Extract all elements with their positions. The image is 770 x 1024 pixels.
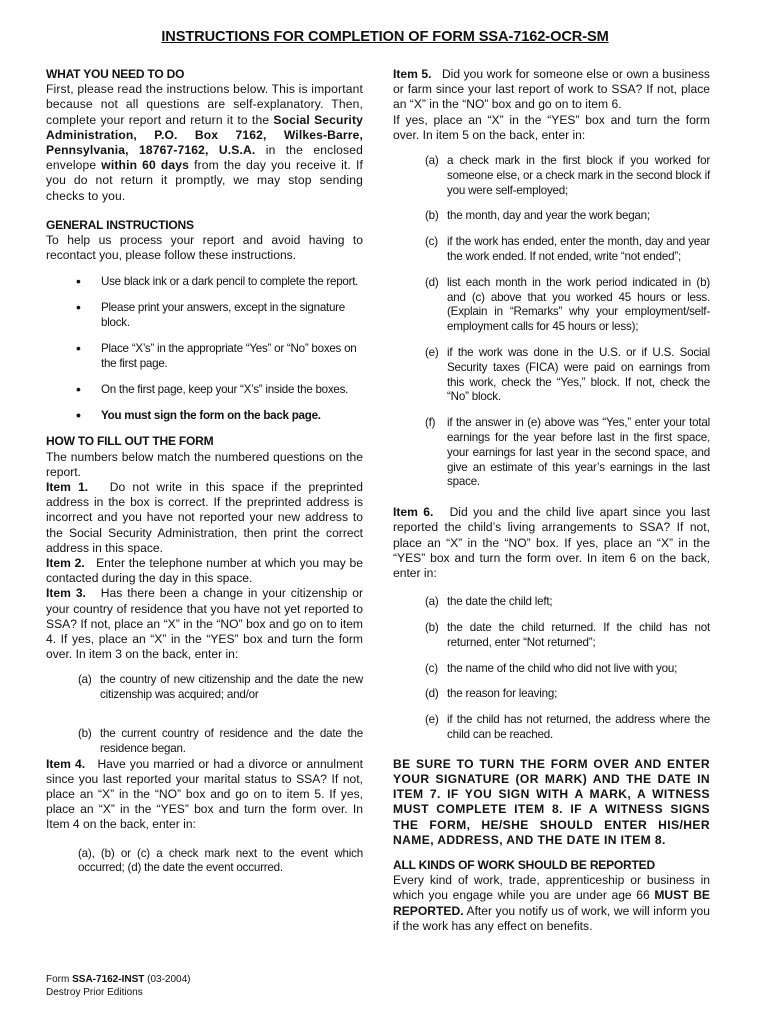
item-5-sub-d <box>393 276 710 335</box>
item-2-label: Item 2. <box>46 556 85 571</box>
intro-text-3: from the day you receive it. If you do not return it promptly, we may stop sending checks to you. <box>46 158 363 203</box>
intro-text-1: First, please read the instructions below. This is important because not all questions are self-explanatory. Then, complete your report and return it to the <box>46 82 363 127</box>
item-4-label: Item 4. <box>46 756 86 771</box>
sub-text: if the answer in (e) above was “Yes,” enter your total earnings for the year before last in the first space, your earnings for last year in the second space, and give an estimate of this year’s earnings in the last space. <box>447 416 710 489</box>
sub-text: list each month in the work period indicated in (b) and (c) above that you worked 45 hours or less. (Explain in “Remarks” why your employment/self-employment calls for 45 hours or less); <box>447 275 710 334</box>
item-1 <box>46 480 363 556</box>
item-5-sub-e <box>393 346 710 405</box>
all-kinds-heading: ALL KINDS OF WORK SHOULD BE REPORTED <box>393 857 655 872</box>
sub-text: if the child has not returned, the address where the child can be reached. <box>447 713 710 741</box>
form-date: (03-2004) <box>144 974 191 985</box>
item-3-label: Item 3. <box>46 586 86 601</box>
sub-text: the reason for leaving; <box>447 687 558 701</box>
item-4-text: Have you married or had a divorce or annulment since you last reported your marital status to SSA? If not, place an “X” in the “NO” box and go on to item 5. If yes, place an “X” in the “YES” box and turn the form over. In Item 4 on the back, enter in: <box>46 756 363 832</box>
bullet-item: • On the first page, keep your “X’s” inside the boxes. <box>46 382 363 397</box>
item-3-sub-b <box>46 727 363 757</box>
intro-address: Social Security Administration, P.O. Box 7162, Wilkes-Barre, Pennsylvania, 18767-7162, U.S.A. <box>46 112 363 158</box>
bullet-item: • Please print your answers, except in the signature block. <box>46 300 363 330</box>
form-id: SSA-7162-INST <box>72 974 145 985</box>
sub-text: (a), (b) or (c) a check mark next to the event which occurred; (d) the date the event occurred. <box>78 846 363 875</box>
item-2-text: Enter the telephone number at which you may be contacted during the day in this space. <box>46 556 363 586</box>
item-5 <box>393 67 710 113</box>
sub-text: the date the child left; <box>447 595 553 609</box>
sub-label: (b) <box>425 620 439 634</box>
item-6-label: Item 6. <box>393 505 434 520</box>
sub-label: (b) <box>425 209 439 223</box>
general-text: To help us process your report and avoid having to recontact you, please follow these instructions. <box>46 233 363 263</box>
sub-text: the current country of residence and the date the residence began. <box>100 727 363 755</box>
item-6-sub-c <box>393 662 710 677</box>
sub-text: the name of the child who did not live with you; <box>447 661 678 675</box>
instruction-bullets <box>46 274 363 423</box>
sub-label: (d) <box>425 275 439 289</box>
item-5-sub-b <box>393 209 710 224</box>
item-5-yes: If yes, place an “X” in the “YES” box and turn the form over. In item 5 on the back, enter in: <box>393 112 710 142</box>
item-5-label: Item 5. <box>393 67 432 81</box>
form-id-line <box>46 974 191 987</box>
item-5-sub-c <box>393 235 710 265</box>
turn-form-over-notice: BE SURE TO TURN THE FORM OVER AND ENTER YOUR SIGNATURE (OR MARK) AND THE DATE IN ITEM 7. IF YOU SIGN WITH A MARK, A WITNESS MUST COMPLETE ITEM 8. IF A WITNESS SIGNS THE FORM, HE/SHE SHOULD ENTER HIS/HER NAME, ADDRESS, AND THE DATE IN ITEM 8. <box>393 756 710 847</box>
right-column <box>393 67 710 934</box>
all-kinds-bold: MUST BE REPORTED. <box>393 888 710 918</box>
sub-label: (c) <box>425 235 438 249</box>
page-title: INSTRUCTIONS FOR COMPLETION OF FORM SSA-7162-OCR-SM <box>161 29 609 45</box>
item-5-sub-f <box>393 416 710 490</box>
what-you-need-heading: WHAT YOU NEED TO DO <box>46 67 185 81</box>
item-6-sub-b <box>393 621 710 651</box>
sub-label: (b) <box>78 727 92 741</box>
general-instructions-heading: GENERAL INSTRUCTIONS <box>46 217 194 232</box>
item-5-sub-a <box>393 154 710 198</box>
all-kinds-text-1: Every kind of work, trade, apprenticeship or business in which you engage while you are under age 66 <box>393 873 710 903</box>
item-4-sub <box>46 847 363 877</box>
sub-text: if the work was done in the U.S. or if U.S. Social Security taxes (FICA) were paid on earnings from this work, check the “Yes,” block. If not, check the “No” block. <box>447 345 710 404</box>
sub-text: the month, day and year the work began; <box>447 209 650 223</box>
form-prefix: Form <box>46 974 73 985</box>
item-1-text: Do not write in this space if the preprinted address in the box is correct. If the preprinted address is incorrect and you have not reported your new address to the Social Security Administration, then print the correct address in this space. <box>46 480 363 555</box>
item-1-label: Item 1. <box>46 480 89 495</box>
how-to-fill-heading: HOW TO FILL OUT THE FORM <box>46 434 214 449</box>
item-4 <box>46 757 363 833</box>
sub-label: (a) <box>425 154 439 168</box>
item-6-sub-d <box>393 687 710 702</box>
bullet-item: • Place “X’s” in the appropriate “Yes” or “No” boxes on the first page. <box>46 341 363 371</box>
intro-text-2: in the enclosed envelope <box>46 143 363 173</box>
bullet-item-sign: • You must sign the form on the back page. <box>46 408 363 423</box>
sub-text: the country of new citizenship and the date the new citizenship was acquired; and/or <box>100 673 363 702</box>
sub-label: (c) <box>425 661 438 675</box>
item-3 <box>46 586 363 662</box>
item-6-sub-a <box>393 595 710 610</box>
item-3-sub-a <box>46 673 363 703</box>
sub-label: (a) <box>425 595 439 609</box>
item-6-sub-e <box>393 713 710 743</box>
intro-paragraph <box>46 82 363 204</box>
sub-label: (e) <box>425 345 439 359</box>
sub-label: (a) <box>78 673 92 687</box>
form-footer <box>46 974 191 999</box>
all-kinds-text-2: After you notify us of work, we will inform you if the work has any effect on benefits. <box>393 903 710 933</box>
sub-label: (f) <box>425 416 436 430</box>
item-3-text: Has there been a change in your citizenship or your country of residence that you have not yet reported to SSA? If not, place an “X” in the “NO” box and go on to item 4. If yes, place an “X” in the “YES” box and turn the form over. In item 3 on the back, enter in: <box>46 586 363 662</box>
item-6 <box>393 505 710 581</box>
sub-text: if the work has ended, enter the month, day and year the work ended. If not ended, write “not ended”; <box>447 235 710 263</box>
how-text: The numbers below match the numbered questions on the report. <box>46 449 363 479</box>
sub-label: (d) <box>425 687 439 701</box>
intro-deadline: within 60 days <box>101 158 190 173</box>
item-2 <box>46 556 363 586</box>
bullet-item: • Use black ink or a dark pencil to complete the report. <box>46 274 363 289</box>
all-kinds-text <box>393 873 710 934</box>
sub-label: (e) <box>425 713 439 727</box>
sub-text: the date the child returned. If the child has not returned, enter “Not returned”; <box>447 620 710 649</box>
item-6-text: Did you and the child live apart since you last reported the child’s living arrangements to SSA? If not, place an “X” in the “NO” box. If yes, place an “X” in the “YES” box and turn the form over. In item 6 on the back, enter in: <box>393 505 710 580</box>
left-column <box>46 67 363 876</box>
destroy-prior-editions: Destroy Prior Editions <box>46 986 143 998</box>
item-5-text: Did you work for someone else or own a business or farm since your last report of work to SSA? If not, place an “X” in the “NO” box and go on to item 6. <box>393 67 710 112</box>
sub-text: a check mark in the first block if you worked for someone else, or a check mark in the second block if you were self-employed; <box>447 154 710 197</box>
